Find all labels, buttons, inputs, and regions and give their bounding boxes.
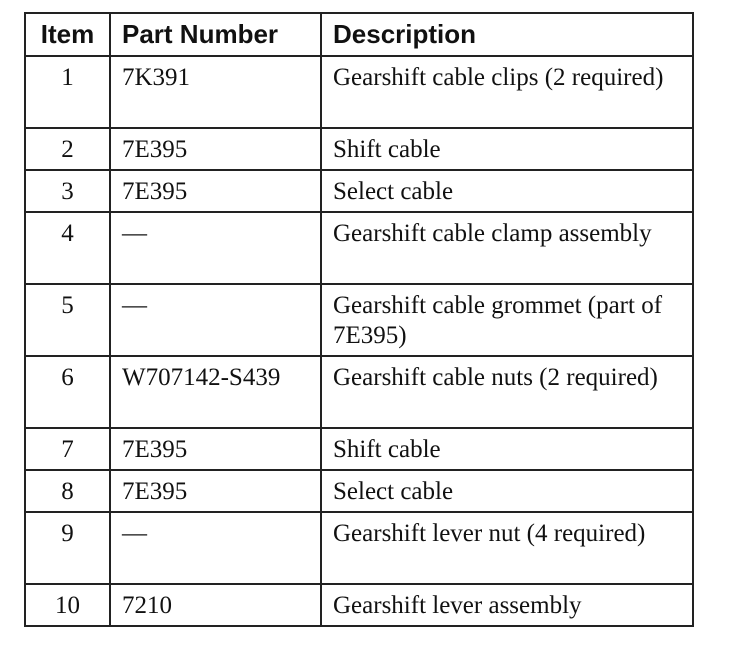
cell-part-number: 7E395: [110, 470, 321, 512]
cell-part-number: 7K391: [110, 56, 321, 128]
cell-description: Select cable: [321, 170, 693, 212]
cell-description: Shift cable: [321, 128, 693, 170]
cell-item: 8: [25, 470, 110, 512]
cell-part-number: —: [110, 284, 321, 356]
table-row: [25, 56, 693, 128]
cell-item: 10: [25, 584, 110, 626]
cell-description: Gearshift cable clips (2 required): [321, 56, 693, 128]
cell-description: Gearshift cable nuts (2 required): [321, 356, 693, 428]
cell-part-number: 7210: [110, 584, 321, 626]
cell-part-number: —: [110, 512, 321, 584]
table-row: [25, 356, 693, 428]
table-row: [25, 212, 693, 284]
parts-table: [24, 12, 694, 627]
cell-item: 3: [25, 170, 110, 212]
table-body: [25, 56, 693, 626]
table-row: [25, 128, 693, 170]
cell-description: Gearshift cable clamp assembly: [321, 212, 693, 284]
header-row: [25, 13, 693, 56]
cell-item: 6: [25, 356, 110, 428]
table-header: [25, 13, 693, 56]
table-row: [25, 428, 693, 470]
cell-item: 2: [25, 128, 110, 170]
cell-item: 5: [25, 284, 110, 356]
cell-description: Gearshift lever nut (4 required): [321, 512, 693, 584]
cell-part-number: 7E395: [110, 428, 321, 470]
table-row: [25, 512, 693, 584]
cell-description: Gearshift cable grommet (part of 7E395): [321, 284, 693, 356]
cell-description: Shift cable: [321, 428, 693, 470]
cell-part-number: 7E395: [110, 128, 321, 170]
table-row: [25, 284, 693, 356]
cell-part-number: 7E395: [110, 170, 321, 212]
cell-description: Select cable: [321, 470, 693, 512]
table-row: [25, 470, 693, 512]
table-row: [25, 584, 693, 626]
cell-item: 4: [25, 212, 110, 284]
cell-item: 1: [25, 56, 110, 128]
table-row: [25, 170, 693, 212]
header-description: Description: [321, 13, 693, 56]
header-item: Item: [25, 13, 110, 56]
header-part-number: Part Number: [110, 13, 321, 56]
cell-description: Gearshift lever assembly: [321, 584, 693, 626]
cell-part-number: W707142-S439: [110, 356, 321, 428]
cell-item: 9: [25, 512, 110, 584]
cell-part-number: —: [110, 212, 321, 284]
cell-item: 7: [25, 428, 110, 470]
